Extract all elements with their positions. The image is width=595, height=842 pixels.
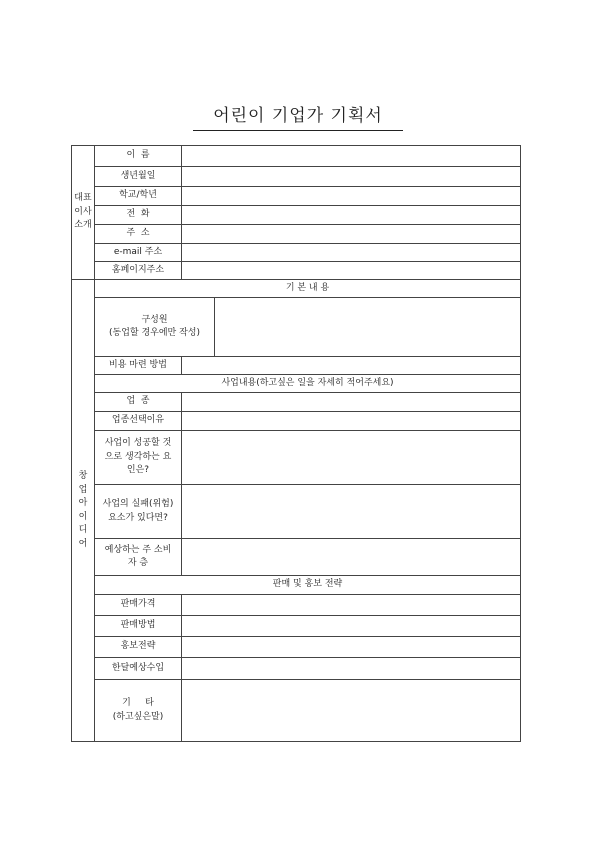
sales-method-label: 판매방법 [95, 616, 182, 637]
idea-section-label: 창 업 아 이 디 어 [72, 280, 95, 742]
birthdate-label: 생년월일 [95, 167, 182, 187]
other-label: 기 타 (하고싶은말) [95, 680, 182, 742]
birthdate-field[interactable] [182, 167, 521, 187]
homepage-label: 홈페이지주소 [95, 262, 182, 280]
risk-factors-field[interactable] [182, 485, 521, 539]
name-field[interactable] [182, 146, 521, 167]
address-label: 주 소 [95, 225, 182, 244]
risk-factors-label: 사업의 실패(위험) 요소가 있다면? [95, 485, 182, 539]
industry-label: 업 종 [95, 393, 182, 412]
target-consumer-field[interactable] [182, 539, 521, 576]
industry-field[interactable] [182, 393, 521, 412]
rep-section-label: 대표 이사 소개 [72, 146, 95, 280]
other-field[interactable] [182, 680, 521, 742]
school-grade-field[interactable] [182, 187, 521, 206]
sales-promo-header: 판매 및 홍보 전략 [95, 576, 521, 595]
members-field[interactable] [215, 298, 521, 357]
success-factors-field[interactable] [182, 431, 521, 485]
basic-content-header: 기 본 내 용 [95, 280, 521, 298]
monthly-income-field[interactable] [182, 658, 521, 680]
industry-reason-field[interactable] [182, 412, 521, 431]
funding-label: 비용 마련 방법 [95, 357, 182, 375]
members-label: 구성원 (동업할 경우에만 작성) [95, 298, 215, 357]
target-consumer-label: 예상하는 주 소비 자 층 [95, 539, 182, 576]
monthly-income-label: 한달예상수입 [95, 658, 182, 680]
sale-price-field[interactable] [182, 595, 521, 616]
business-content-header: 사업내용(하고싶은 일을 자세히 적어주세요) [95, 375, 521, 393]
industry-reason-label: 업종선택이유 [95, 412, 182, 431]
promotion-strategy-field[interactable] [182, 637, 521, 658]
homepage-field[interactable] [182, 262, 521, 280]
email-label: e-mail 주소 [95, 244, 182, 262]
sale-price-label: 판매가격 [95, 595, 182, 616]
document-title: 어린이 기업가 기획서 [193, 101, 403, 131]
school-grade-label: 학교/학년 [95, 187, 182, 206]
sales-method-field[interactable] [182, 616, 521, 637]
promotion-strategy-label: 홍보전략 [95, 637, 182, 658]
name-label: 이 름 [95, 146, 182, 167]
plan-form-table [71, 145, 521, 742]
phone-label: 전 화 [95, 206, 182, 225]
email-field[interactable] [182, 244, 521, 262]
funding-field[interactable] [182, 357, 521, 375]
success-factors-label: 사업이 성공할 것 으로 생각하는 요 인은? [95, 431, 182, 485]
address-field[interactable] [182, 225, 521, 244]
phone-field[interactable] [182, 206, 521, 225]
